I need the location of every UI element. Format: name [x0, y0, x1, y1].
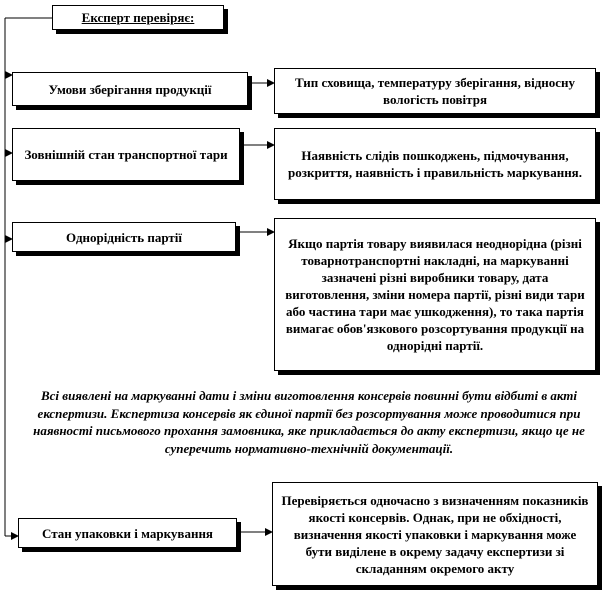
detail-box-homogeneity — [274, 218, 596, 371]
criterion-box-homogeneity — [12, 222, 236, 252]
detail-text-transport-packaging: Наявність слідів пошкоджень, підмочування, розкриття, наявність і правильність маркування. — [288, 148, 582, 180]
detail-text-packaging-labeling: Перевіряється одночасно з визначенням показників якості консервів. Однак, при не обхідності, визначення якості упаковки і маркування може бути виділене в окрему задачу експертизи зі складанням окремого акту — [281, 492, 589, 576]
detail-text-homogeneity: Якщо партія товару виявилася неоднорідна (різні товарнотранспортні накладні, на маркуванні зазначені різні виробники товару, дата виготовлення, зміни номера партії, різні види тари або частина тари має ушкодження), то така партія вимагає обов'язкового розсортування продукції на однорідні партії. — [285, 236, 585, 353]
criterion-label-transport-packaging: Зовнішній стан транспортної тари — [24, 147, 228, 162]
criterion-box-packaging-labeling — [18, 518, 237, 548]
criterion-label-packaging-labeling: Стан упаковки і маркування — [42, 525, 213, 541]
detail-box-transport-packaging — [274, 128, 596, 200]
detail-box-packaging-labeling — [272, 482, 598, 586]
criterion-box-storage — [12, 72, 248, 106]
detail-text-storage: Тип сховища, температуру зберігання, відносну вологість повітря — [294, 75, 576, 107]
criterion-label-homogeneity: Однорідність партії — [66, 229, 182, 245]
header-box — [52, 5, 224, 30]
note-text: Всі виявлені на маркуванні дати і зміни виготовлення консервів повинні бути відбиті в акті експертизи. Експертиза консервів як єдиної партії без розсортування може проводитися при наявності письмового прохання замовника, яке прикладається до акту експертизи, якщо це не суперечить нормативно-технічній документації. — [33, 388, 585, 456]
criterion-label-storage: Умови зберігання продукції — [48, 81, 212, 97]
criterion-box-transport-packaging — [12, 128, 240, 181]
detail-box-storage — [274, 68, 596, 114]
header-title: Експерт перевіряє: — [81, 10, 195, 25]
